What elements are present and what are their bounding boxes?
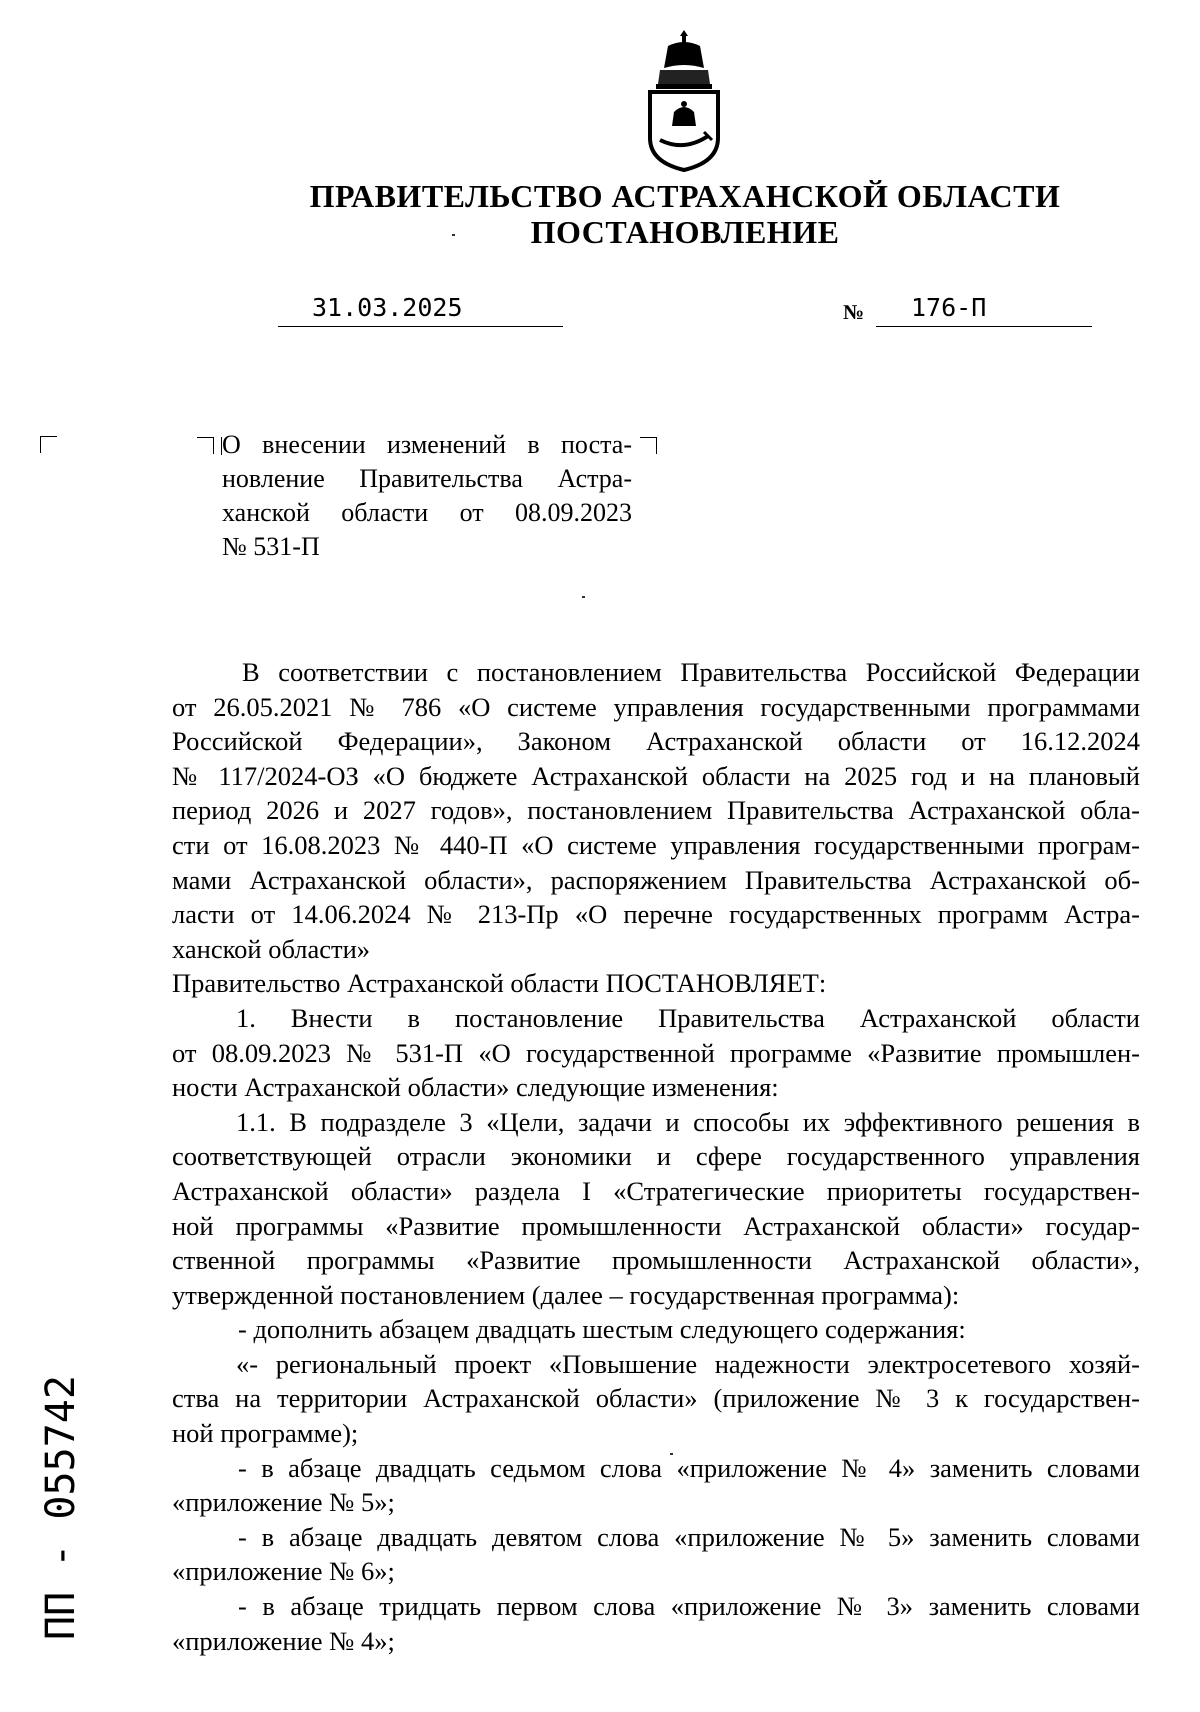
body-line: Российской Федерации», Законом Астраханской области от 16.12.2024: [172, 726, 1140, 757]
body-line: В соответствии с постановлением Правительства Российской Федерации: [242, 657, 1140, 687]
body-line: ства на территории Астраханской области» (приложение № 3 к государствен-: [172, 1383, 1140, 1414]
subject-line: О внесении изменений в поста-: [222, 430, 632, 459]
document-number: 176-П: [876, 293, 1092, 327]
body-line: утвержденной постановлением (далее – государственная программа):: [172, 1279, 960, 1310]
number-sign: №: [843, 300, 865, 324]
body-line: - дополнить абзацем двадцать шестым следующего содержания:: [238, 1314, 966, 1345]
government-title: ПРАВИТЕЛЬСТВО АСТРАХАНСКОЙ ОБЛАСТИ: [309, 178, 1061, 214]
body-line: ласти от 14.06.2024 № 213-Пр «О перечне государственных программ Астра-: [172, 899, 1140, 930]
body-line: 1.1. В подразделе 3 «Цели, задачи и способы их эффективного решения в: [236, 1106, 1140, 1137]
document-body: [172, 655, 1140, 1658]
body-line: - в абзаце двадцать седьмом слова «приложение № 4» заменить словами: [238, 1452, 1140, 1483]
subject-bracket-right: [640, 437, 657, 454]
form-serial-number: [30, 1340, 90, 1640]
body-line: ной программе);: [172, 1418, 359, 1449]
subject-line: № 531-П: [222, 532, 320, 561]
margin-corner-mark: [40, 436, 57, 453]
body-line: от 08.09.2023 № 531-П «О государственной программе «Развитие промышлен-: [172, 1037, 1140, 1068]
body-line: ной программы «Развитие промышленности Астраханской области» государ-: [172, 1210, 1140, 1241]
body-line: сти от 16.08.2023 № 440-П «О системе управления государственными програм-: [172, 829, 1140, 860]
coat-of-arms-icon: [638, 28, 730, 173]
body-line: 1. Внести в постановление Правительства Астраханской области: [236, 1002, 1140, 1033]
body-line: «приложение № 4»;: [172, 1625, 395, 1656]
body-line: период 2026 и 2027 годов», постановлением Правительства Астраханской обла-: [172, 795, 1140, 826]
body-line: от 26.05.2021 № 786 «О системе управления государственными программами: [172, 691, 1140, 722]
serial-text: ПП - 055742: [38, 1375, 84, 1640]
subject-bracket-left: [197, 437, 214, 454]
body-line: ственной программы «Развитие промышленности Астраханской области»,: [172, 1245, 1140, 1276]
body-line: «приложение № 6»;: [172, 1556, 395, 1587]
body-line: - в абзаце тридцать первом слова «приложение № 3» заменить словами: [238, 1591, 1140, 1622]
document-date: 31.03.2025: [278, 293, 563, 327]
subject-line: новление Правительства Астра-: [222, 464, 632, 493]
body-line: соответствующей отрасли экономики и сфере государственного управления: [172, 1141, 1140, 1172]
body-line: «приложение № 5»;: [172, 1487, 395, 1518]
body-line: Правительство Астраханской области ПОСТАНОВЛЯЕТ:: [172, 968, 827, 999]
body-line: Астраханской области» раздела I «Стратегические приоритеты государствен-: [172, 1175, 1140, 1206]
body-line: «- региональный проект «Повышение надежности электросетевого хозяй-: [236, 1348, 1140, 1379]
subject-line: ханской области от 08.09.2023: [222, 498, 632, 527]
scan-speck: [582, 596, 585, 598]
body-line: ности Астраханской области» следующие изменения:: [172, 1072, 779, 1103]
body-line: № 117/2024-ОЗ «О бюджете Астраханской области на 2025 год и на плановый: [172, 760, 1140, 791]
body-line: ханской области»: [172, 933, 371, 964]
document-type-title: ПОСТАНОВЛЕНИЕ: [530, 214, 840, 250]
document-subject: [222, 428, 632, 564]
scan-speck: [452, 234, 455, 236]
body-line: - в абзаце двадцать девятом слова «приложение № 5» заменить словами: [238, 1521, 1140, 1552]
body-line: мами Астраханской области», распоряжением Правительства Астраханской об-: [172, 864, 1140, 895]
